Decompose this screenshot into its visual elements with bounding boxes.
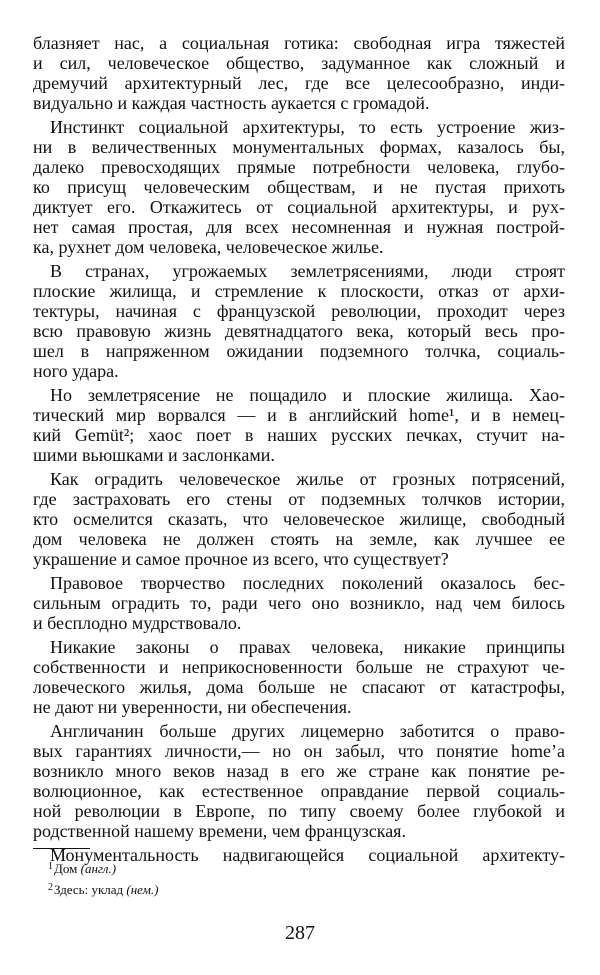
paragraph	[33, 261, 565, 381]
text-line: В странах, угрожаемых землетрясениями, люди строят	[50, 261, 565, 281]
footnote-1: $^1$Дом (англ.)	[48, 861, 117, 876]
text-line: дом человека не должен стоять на земле, как лучшее ее	[33, 529, 565, 549]
footnote-2: $^2$Здесь: уклад (нем.)	[48, 882, 159, 897]
text-line: далеко превосходящих прямые потребности человека, глубо-	[33, 157, 565, 177]
text-line: всю правовую жизнь девятнадцатого века, который весь про-	[33, 321, 565, 341]
text-line: плоские жилища, и стремление к плоскости, отказ от архи-	[33, 281, 565, 301]
text-line: Правовое творчество последних поколений оказалось бес-	[50, 573, 565, 593]
text-line: блазняет нас, а социальная готика: свободная игра тяжестей	[33, 33, 565, 53]
text-line: вых гарантиях личности,— но он забыл, что понятие home’а	[33, 741, 565, 761]
page-number: 287	[285, 922, 315, 944]
body-text	[33, 33, 565, 865]
text-line: ного удара.	[33, 361, 119, 381]
text-line: шел в напряженном ожидании подземного толчка, социаль-	[33, 341, 565, 361]
text-line: собственности и неприкосновенности больше не страхуют че-	[33, 657, 565, 677]
text-line: Как оградить человеческое жилье от грозных потрясений,	[50, 469, 565, 489]
text-line: тический мир ворвался — и в английский home¹, и в немец-	[33, 405, 565, 425]
text-line: нет самая простая, для всех несомненная и нужная построй-	[33, 217, 565, 237]
text-line: Монументальность надвигающейся социальной архитекту-	[50, 845, 565, 865]
text-line: родственной нашему времени, чем французская.	[33, 821, 406, 841]
text-line: тектуры, начиная с французской революции, проходит через	[33, 301, 565, 321]
text-line: видуально и каждая частность аукается с громадой.	[33, 93, 430, 113]
paragraph	[33, 469, 565, 569]
text-line: дремучий архитектурный лес, где все целесообразно, инди-	[33, 73, 565, 93]
footnote-separator	[33, 848, 90, 849]
paragraph	[33, 721, 565, 841]
text-line: не дают ни уверенности, ни обеспечения.	[33, 697, 352, 717]
text-line: возникло много веков назад в его же стране как понятие ре-	[33, 761, 565, 781]
text-line: и сил, человеческое общество, задуманное как сложный и	[33, 53, 565, 73]
text-line: Но землетрясение не пощадило и плоские жилища. Хао-	[50, 385, 565, 405]
text-line: Инстинкт социальной архитектуры, то есть устроение жиз-	[50, 117, 565, 137]
footnotes	[48, 857, 159, 899]
text-line: кий Gemüt²; хаос поет в наших русских печках, стучит на-	[33, 425, 565, 445]
paragraph	[33, 573, 565, 633]
text-line: где застраховать его стены от подземных толчков истории,	[33, 489, 565, 509]
paragraph	[33, 385, 565, 465]
text-line: ка, рухнет дом человека, человеческое жилье.	[33, 237, 384, 257]
text-line: шими вьюшками и заслонками.	[33, 445, 275, 465]
text-line: Никакие законы о правах человека, никакие принципы	[50, 637, 565, 657]
text-line: ной революции в Европе, по типу своему более глубокой и	[33, 801, 565, 821]
text-line: украшение и самое прочное из всего, что существует?	[33, 549, 449, 569]
text-line: волюционное, как естественное оправдание первой социаль-	[33, 781, 565, 801]
text-line: Англичанин больше других лицемерно заботится о право-	[50, 721, 565, 741]
text-line: и бесплодно мудрствовало.	[33, 613, 242, 633]
paragraph	[33, 33, 565, 113]
paragraph	[33, 637, 565, 717]
text-line: ко присущ человеческим обществам, и не пустая прихоть	[33, 177, 565, 197]
text-line: ловеческого жилья, дома больше не спасают от катастрофы,	[33, 677, 565, 697]
text-line: сильным оградить то, ради чего оно возникло, над чем билось	[33, 593, 565, 613]
text-line: кто осмелится сказать, что человеческое жилище, свободный	[33, 509, 565, 529]
text-line: диктует его. Откажитесь от социальной архитектуры, и рух-	[33, 197, 565, 217]
text-line: ни в величественных монументальных формах, казалось бы,	[33, 137, 565, 157]
paragraph	[33, 117, 565, 257]
